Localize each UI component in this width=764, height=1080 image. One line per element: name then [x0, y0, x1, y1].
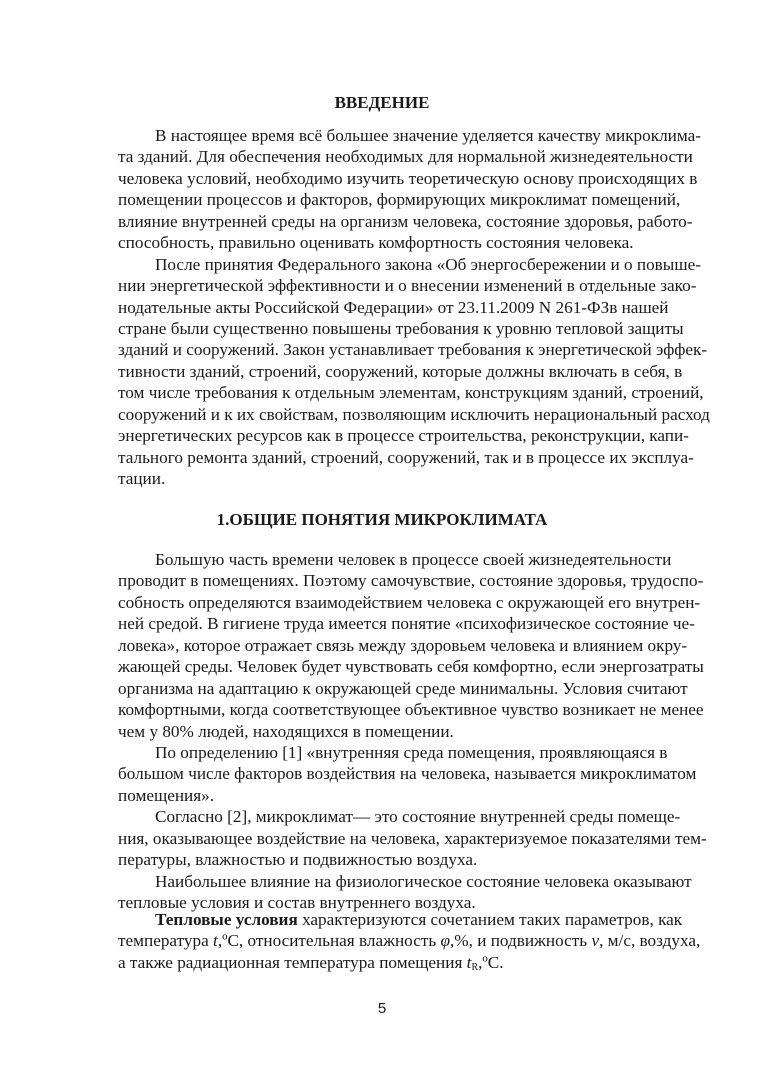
paragraph-thermal-conditions — [118, 909, 701, 973]
term-thermal-conditions: Тепловые условия — [155, 910, 298, 929]
text-line: помещении процессов и факторов, формирующих микроклимат помещений, — [118, 190, 681, 210]
text-line: ния, оказывающее воздействие на человека, характеризуемое показателями тем- — [118, 828, 707, 848]
page-number: 5 — [377, 1000, 387, 1017]
text-span: температура — [118, 931, 214, 951]
text-span: характеризуются сочетанием таких параметров, как — [297, 910, 683, 929]
text-line: влияние внутренней среды на организм человека, состояние здоровья, работо- — [118, 211, 693, 231]
text-line: организма на адаптацию к окружающей среде минимальны. Условия считают — [118, 678, 688, 698]
text-span: а также радиационная температура помещения — [118, 952, 467, 972]
text-line — [118, 909, 683, 930]
symbol-v: v — [591, 931, 600, 951]
paragraph — [118, 254, 710, 490]
text-line: Большую часть времени человек в процессе своей жизнедеятельности — [155, 550, 672, 569]
text-line: человека условий, необходимо изучить теоретическую основу происходящих в — [118, 168, 698, 188]
symbol-t: t — [213, 931, 218, 951]
text-line: большом числе факторов воздействия на человека, называется микроклиматом — [118, 764, 697, 784]
heading-section-1: 1.ОБЩИЕ ПОНЯТИЯ МИКРОКЛИМАТА — [216, 510, 548, 529]
text-span: ,ºС. — [478, 952, 504, 972]
text-line: пературы, влажностью и подвижностью воздуха. — [118, 850, 478, 870]
text-line: тепловые условия и состав внутреннего воздуха. — [118, 893, 476, 912]
text-line: Согласно [2], микроклимат— это состояние внутренней среды помеще- — [155, 807, 681, 827]
text-line: собность определяются взаимодействием человека с окружающей его внутрен- — [118, 592, 701, 612]
text-line: Наибольшее влияние на физиологическое состояние человека оказывают — [155, 871, 692, 891]
symbol-tr: t — [466, 952, 472, 972]
paragraph — [118, 871, 692, 914]
text-line: комфортными, когда соответствующее объективное чувство возникает не менее — [118, 700, 704, 720]
paragraph — [118, 806, 707, 870]
symbol-phi: φ — [440, 931, 450, 951]
text-line: том числе требования к отдельным элементам, конструкциям зданий, строений, — [118, 383, 704, 403]
text-line: проводит в помещениях. Поэтому самочувствие, состояние здоровья, трудоспо- — [118, 571, 704, 591]
heading-introduction: ВВЕДЕНИЕ — [334, 93, 430, 112]
text-line: В настоящее время всё большее значение уделяется качеству микроклима- — [155, 126, 701, 145]
text-line — [118, 952, 652, 973]
symbol-tr-subscript: R — [471, 961, 479, 973]
section-1-text — [118, 549, 707, 913]
text-line: тации. — [118, 469, 166, 488]
paragraph — [118, 549, 704, 742]
text-line: сооружений и к их свойствам, позволяющим исключить нерациональный расход — [118, 404, 710, 424]
text-line: зданий и сооружений. Закон устанавливает требования к энергетической эффек- — [118, 340, 708, 360]
text-span: ,ºС, относительная влажность — [217, 931, 441, 951]
text-line: стране были существенно повышены требования к уровню тепловой защиты — [118, 318, 684, 338]
text-line: способность, правильно оценивать комфортность состояния человека. — [118, 233, 634, 253]
introduction-text — [118, 125, 710, 489]
text-line: нодательные акты Российской Федерации» от 23.11.2009 N 261-ФЗв нашей — [118, 297, 669, 317]
paragraph — [118, 125, 701, 254]
text-line: ловека», которое отражает связь между здоровьем человека и влиянием окру- — [118, 635, 688, 655]
text-span: ,%, и подвижность — [450, 931, 592, 951]
text-line: тального ремонта зданий, строений, сооружений, так и в процессе их эксплуа- — [118, 447, 694, 467]
text-line: нии энергетической эффективности и о внесении изменений в отдельные зако- — [118, 276, 697, 296]
text-line: помещения». — [118, 785, 215, 805]
text-line: чем у 80% людей, находящихся в помещении. — [118, 721, 454, 741]
paragraph — [118, 742, 697, 806]
text-line: жающей среды. Человек будет чувствовать себя комфортно, если энергозатраты — [118, 657, 704, 677]
text-line: та зданий. Для обеспечения необходимых для нормальной жизнедеятельности — [118, 147, 693, 167]
text-line: После принятия Федерального закона «Об энергосбережении и о повыше- — [155, 254, 701, 274]
text-span: , м/с, воздуха, — [599, 931, 701, 951]
text-line — [118, 930, 701, 951]
text-line: По определению [1] «внутренняя среда помещения, проявляющаяся в — [155, 742, 668, 762]
text-line: ней средой. В гигиене труда имеется понятие «психофизическое состояние че- — [118, 614, 695, 634]
text-line: энергетических ресурсов как в процессе строительства, реконструкции, капи- — [118, 426, 689, 446]
text-line: тивности зданий, строений, сооружений, которые должны включать в себя, в — [118, 361, 683, 381]
